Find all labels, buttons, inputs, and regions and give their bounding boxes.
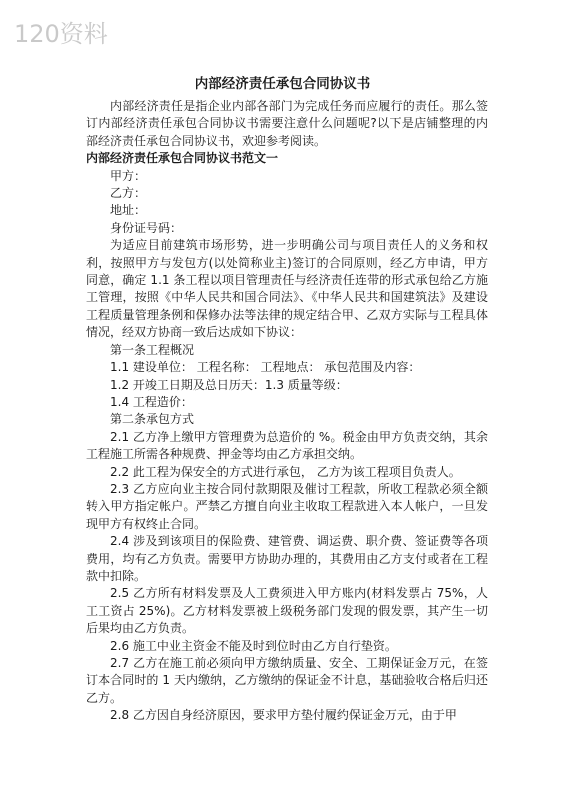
clause-2-7: 2.7 乙方在施工前必须向甲方缴纳质量、安全、工期保证金万元，在签订本合同时的 1 天内缴纳，乙方缴纳的保证金不计息，基础验收合格后归还乙方。 (86, 656, 488, 705)
article1-line-2: 1.2 开竣工日期及总日历天：1.3 质量等级： (110, 377, 348, 392)
article1-line-1: 1.1 建设单位： 工程名称： 工程地点： 承包范围及内容： (110, 360, 421, 375)
clause-2-1: 2.1 乙方净上缴甲方管理费为总造价的 %。税金由甲方负责交纳，其余工程施工所需各种规费、押金等均由乙方承担交纳。 (86, 429, 488, 462)
clause-2-2: 2.2 此工程为保安全的方式进行承包， 乙方为该工程项目负责人。 (110, 464, 461, 479)
id-number-line: 身份证号码： (110, 220, 183, 235)
address-line: 地址： (110, 203, 147, 218)
clause-2-8: 2.8 乙方因自身经济原因，要求甲方垫付履约保证金万元，由于甲 (110, 708, 457, 723)
party-b-line: 乙方： (110, 186, 147, 201)
article1-line-3: 1.4 工程造价： (110, 394, 193, 409)
clause-2-4: 2.4 涉及到该项目的保险费、建管费、调运费、职介费、签证费等各项费用，均有乙方负责。需要甲方协助办理的，其费用由乙方支付或者在工程款中扣除。 (86, 534, 488, 583)
watermark-logo: 120资料 (14, 20, 108, 48)
clause-2-3: 2.3 乙方应向业主按合同付款期限及催讨工程款，所收工程款必须全额转入甲方指定帐户。严禁乙方擅自向业主收取工程款进入本人帐户，一旦发现甲方有权终止合同。 (86, 481, 488, 531)
party-a-line: 甲方： (110, 168, 147, 183)
sample-heading: 内部经济责任承包合同协议书范文一 (86, 151, 279, 166)
preamble-paragraph: 为适应目前建筑市场形势，进一步明确公司与项目责任人的义务和权利，按照甲方与发包方(以处简称业主)签订的合同原则，经乙方申请，甲方同意，确定 1.1 条工程以项目管理责任与经济责任连带的形式承包给乙方施工管理，按照《中华人民共和国合同法》、《中华人民共和国建筑法》及建设工程质量管理条例和保修办法等法律的规定结合甲、乙双方实际与工程具体情况，经双方协商一致后达成如下协议： (86, 238, 488, 340)
clause-2-5: 2.5 乙方所有材料发票及人工费须进入甲方账内(材料发票占 75%，人工工资占 25%)。乙方材料发票被上级税务部门发现的假发票，其产生一切后果均由乙方负责。 (86, 586, 488, 636)
clause-2-6: 2.6 施工中业主资金不能及时到位时由乙方自行垫资。 (110, 638, 397, 653)
document-title: 内部经济责任承包合同协议书 (194, 76, 371, 92)
article1-heading: 第一条工程概况 (110, 342, 195, 357)
intro-paragraph: 内部经济责任是指企业内部各部门为完成任务而应履行的责任。那么签订内部经济责任承包合同协议书需要注意什么问题呢?以下是店铺整理的内部经济责任承包合同协议书，欢迎参考阅读。 (86, 99, 488, 148)
article2-heading: 第二条承包方式 (110, 412, 195, 427)
document-body (86, 98, 488, 725)
